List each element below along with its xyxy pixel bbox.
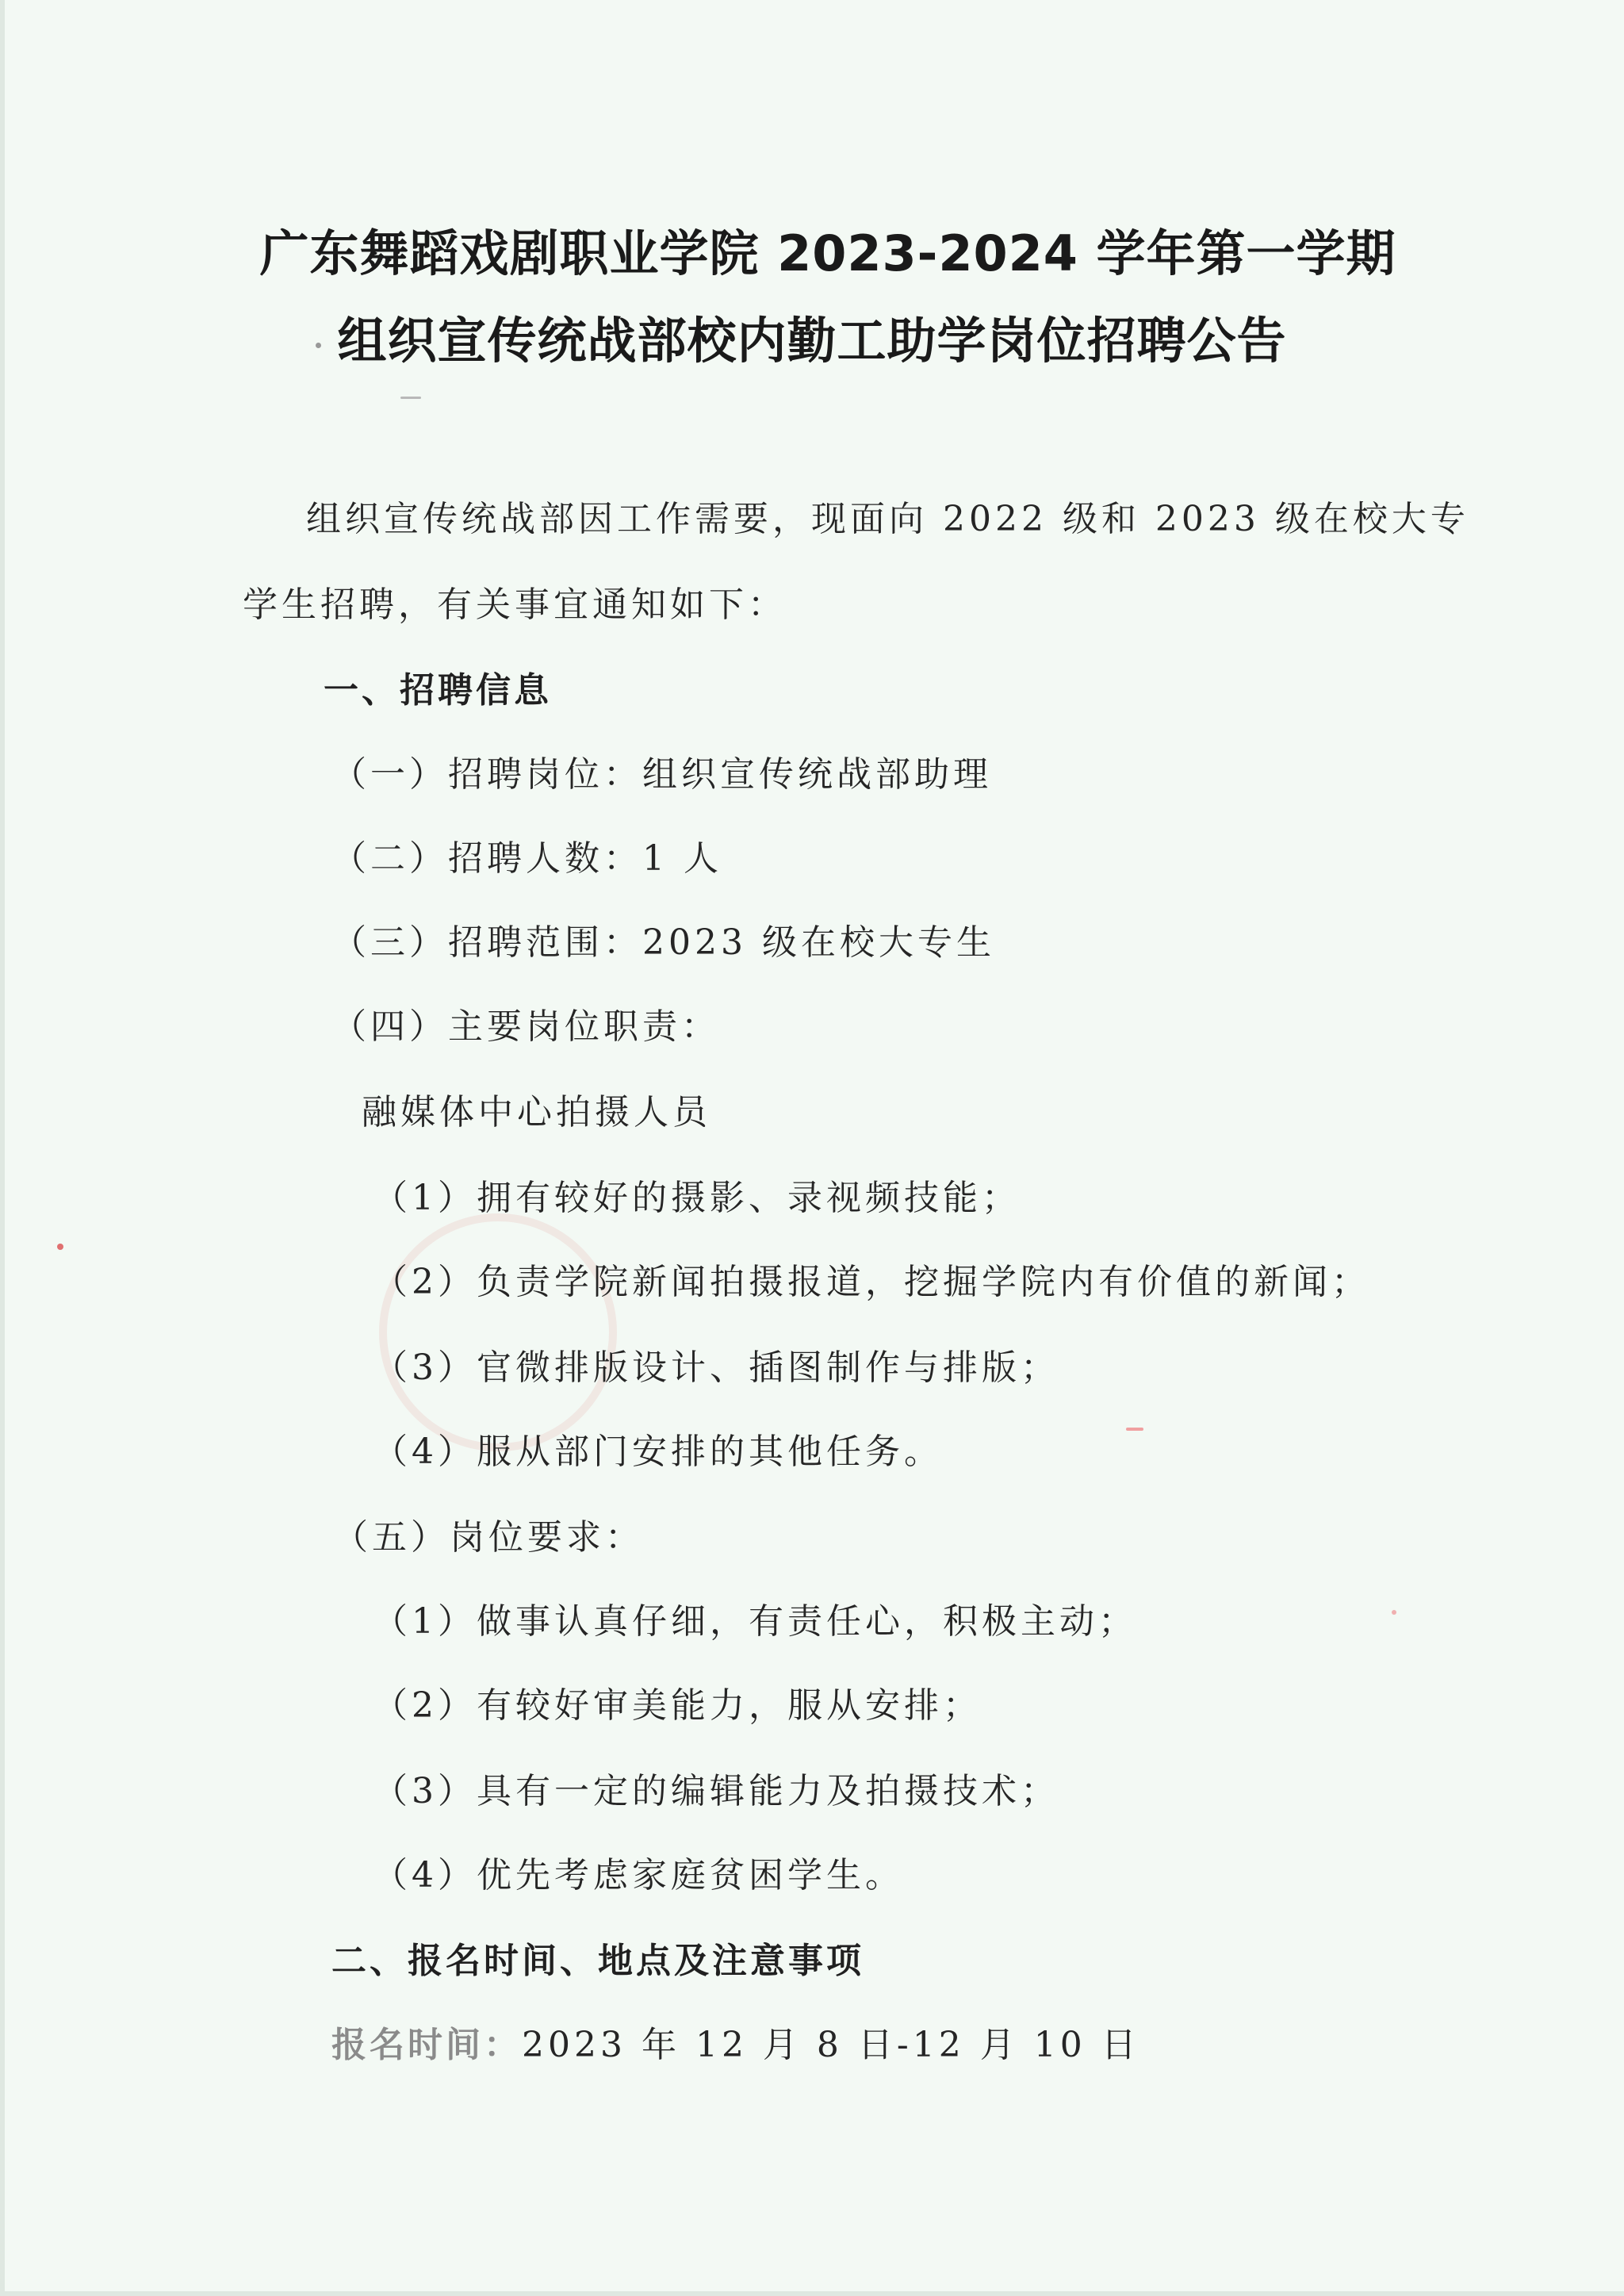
recruit-count: （二）招聘人数：1 人 bbox=[331, 838, 722, 879]
requirement-item: （1）做事认真仔细，有责任心，积极主动； bbox=[373, 1601, 1137, 1642]
duty-item: （2）负责学院新闻拍摄报道，挖掘学院内有价值的新闻； bbox=[373, 1262, 1370, 1302]
registration-time bbox=[331, 2016, 1140, 2067]
scan-speck bbox=[400, 397, 421, 399]
duty-item: （4）服从部门安排的其他任务。 bbox=[373, 1432, 943, 1472]
requirement-item: （3）具有一定的编辑能力及拍摄技术； bbox=[373, 1771, 1059, 1811]
notice-title-line-2: 组织宣传统战部校内勤工助学岗位招聘公告 bbox=[337, 312, 1287, 370]
red-dash-mark bbox=[1126, 1428, 1143, 1431]
duty-item: （3）官微排版设计、插图制作与排版； bbox=[373, 1347, 1059, 1388]
duties-heading: （四）主要岗位职责： bbox=[331, 1006, 720, 1047]
registration-time-label: 报名时间： bbox=[331, 2025, 522, 2065]
intro-line-2: 学生招聘，有关事宜通知如下： bbox=[243, 585, 787, 625]
duty-item: （1）拥有较好的摄影、录视频技能； bbox=[373, 1178, 1021, 1218]
recruit-position: （一）招聘岗位：组织宣传统战部助理 bbox=[331, 754, 992, 795]
intro-line-1: 组织宣传统战部因工作需要，现面向 2022 级和 2023 级在校大专 bbox=[306, 499, 1469, 539]
requirements-heading: （五）岗位要求： bbox=[333, 1517, 644, 1558]
requirement-item: （2）有较好审美能力，服从安排； bbox=[373, 1685, 982, 1726]
registration-time-value: 2023 年 12 月 8 日-12 月 10 日 bbox=[522, 2025, 1140, 2065]
recruit-scope: （三）招聘范围：2023 级在校大专生 bbox=[331, 922, 995, 963]
section-1-heading: 一、招聘信息 bbox=[324, 670, 552, 711]
notice-title-line-1: 广东舞蹈戏剧职业学院 2023-2024 学年第一学期 bbox=[259, 224, 1396, 282]
duties-role: 融媒体中心拍摄人员 bbox=[362, 1092, 711, 1133]
faded-seal-stamp bbox=[379, 1213, 617, 1451]
scan-edge-bottom bbox=[0, 2291, 1624, 2296]
requirement-item: （4）优先考虑家庭贫困学生。 bbox=[373, 1855, 904, 1895]
red-dot-mark bbox=[57, 1244, 63, 1250]
section-2-heading: 二、报名时间、地点及注意事项 bbox=[331, 1941, 864, 1981]
pink-dot-mark bbox=[1392, 1610, 1396, 1615]
